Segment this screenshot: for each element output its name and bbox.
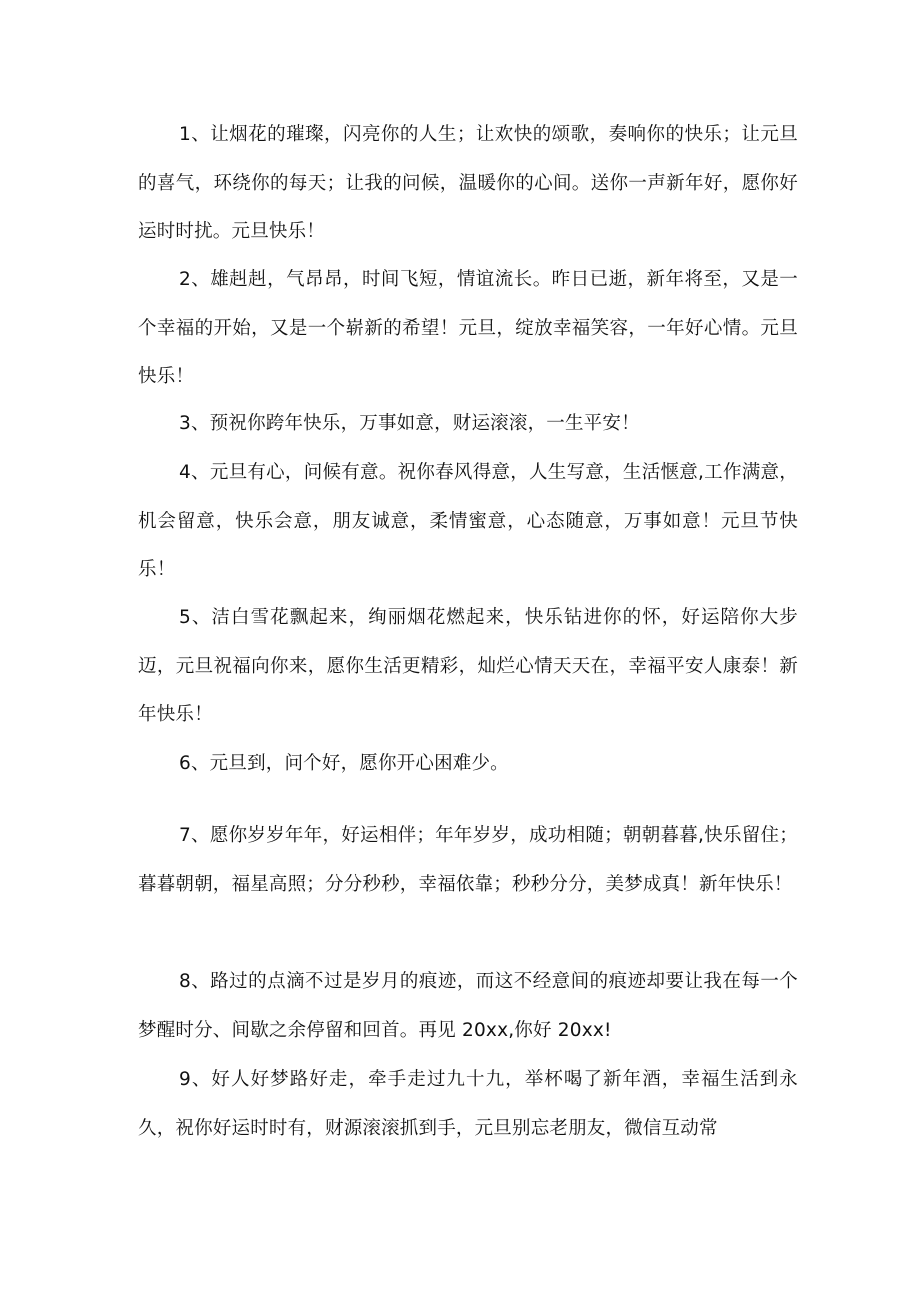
paragraph-1: 1、让烟花的璀璨，闪亮你的人生；让欢快的颂歌，奏响你的快乐；让元旦的喜气，环绕你的每天；让我的问候，温暖你的心间。送你一声新年好，愿你好运时时扰。元旦快乐！: [138, 124, 798, 242]
paragraph-8: 8、路过的点滴不过是岁月的痕迹，而这不经意间的痕迹却要让我在每一个梦醒时分、间歇之余停留和回首。再见 20xx,你好 20xx!: [138, 971, 798, 1041]
paragraph-9: 9、好人好梦路好走，牵手走过九十九，举杯喝了新年酒，幸福生活到永久，祝你好运时时有，财源滚滚抓到手，元旦别忘老朋友，微信互动常: [138, 1069, 798, 1139]
paragraph-6: 6、元旦到，问个好，愿你开心困难少。: [179, 753, 509, 774]
paragraph-3: 3、预祝你跨年快乐，万事如意，财运滚滚，一生平安！: [179, 413, 640, 434]
paragraph-5: 5、洁白雪花飘起来，绚丽烟花燃起来，快乐钻进你的怀，好运陪你大步迈，元旦祝福向你来，愿你生活更精彩，灿烂心情天天在，幸福平安人康泰！新年快乐！: [138, 607, 798, 725]
paragraph-4: 4、元旦有心，问候有意。祝你春风得意，人生写意，生活惬意,工作满意，机会留意，快乐会意，朋友诚意，柔情蜜意，心态随意，万事如意！元旦节快乐！: [138, 462, 798, 580]
paragraph-7: 7、愿你岁岁年年，好运相伴；年年岁岁，成功相随；朝朝暮暮,快乐留住；暮暮朝朝，福星高照；分分秒秒，幸福依靠；秒秒分分，美梦成真！新年快乐！: [138, 825, 798, 895]
paragraph-2: 2、雄赳赳，气昂昂，时间飞短，情谊流长。昨日已逝，新年将至，又是一个幸福的开始，又是一个崭新的希望！元旦，绽放幸福笑容，一年好心情。元旦快乐！: [138, 269, 798, 387]
